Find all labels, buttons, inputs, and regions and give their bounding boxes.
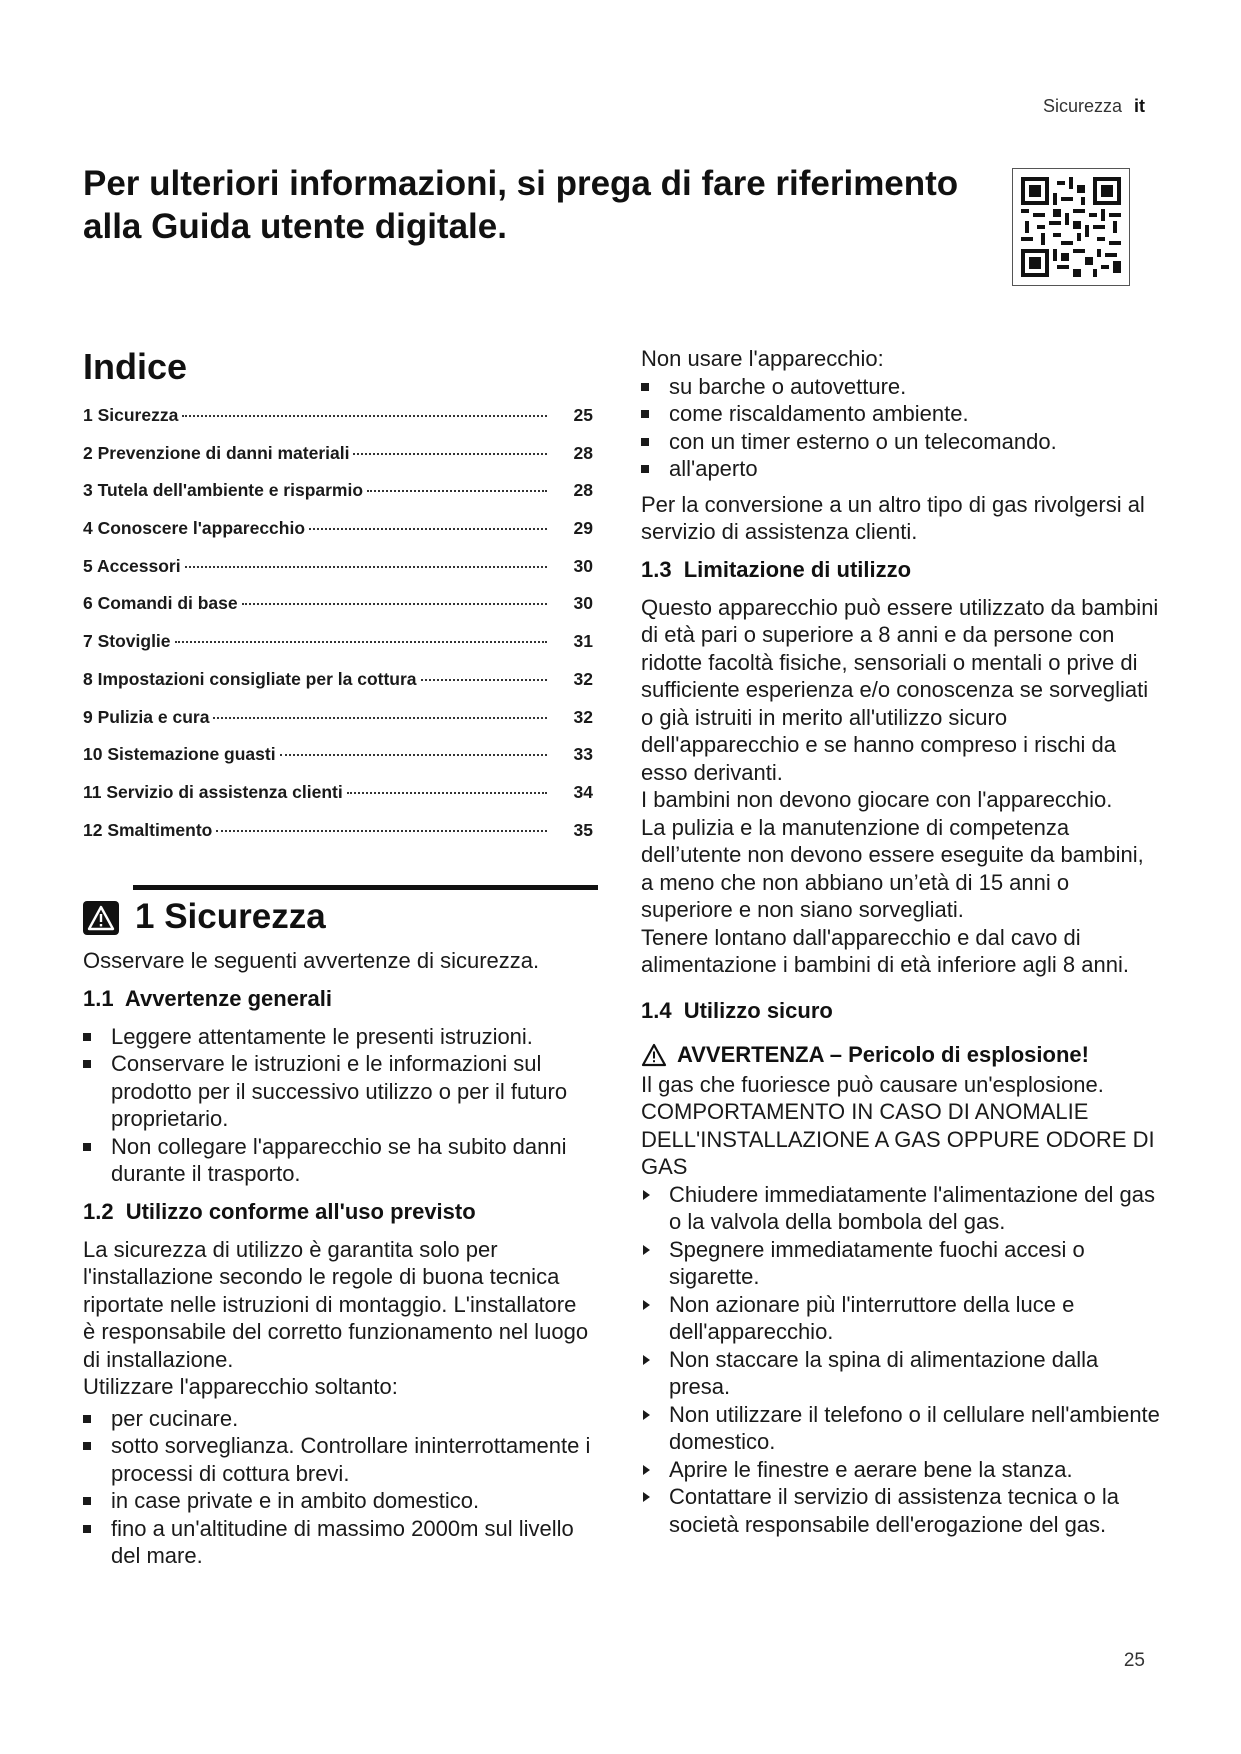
paragraph: Il gas che fuoriesce può causare un'esplosione. COMPORTAMENTO IN CASO DI ANOMALIE DELL'INSTALLAZIONE A GAS OPPURE ODORE DI GAS xyxy=(641,1071,1155,1179)
subsection-title: Avvertenze generali xyxy=(124,985,332,1011)
toc-leader xyxy=(353,453,547,455)
list-item: fino a un'altitudine di massimo 2000m sul livello del mare. xyxy=(83,1515,593,1570)
subsection-title: Limitazione di utilizzo xyxy=(683,556,912,582)
toc-item-title: 10 Sistemazione guasti xyxy=(83,744,276,765)
paragraph: La pulizia e la manutenzione di competenza dell’utente non devono essere eseguite da bambini, a meno che non abbiano un’età di 15 anni o superiore e non siano sorvegliati. xyxy=(641,814,1144,922)
list-item: sotto sorveglianza. Controllare ininterrottamente i processi di cottura brevi. xyxy=(83,1432,593,1487)
toc-item[interactable] xyxy=(83,707,593,745)
toc-leader xyxy=(175,641,547,643)
toc-item-page: 30 xyxy=(573,555,593,576)
subsection-title: Utilizzo conforme all'uso previsto xyxy=(125,1198,476,1224)
subsection-number: 1.2 xyxy=(83,1198,114,1224)
toc-item-title: 2 Prevenzione di danni materiali xyxy=(83,442,350,463)
toc-item[interactable] xyxy=(83,518,593,556)
toc-item-page: 33 xyxy=(573,744,593,765)
left-column xyxy=(83,345,593,1578)
warning-triangle-icon xyxy=(641,1043,667,1067)
toc-leader xyxy=(309,528,547,530)
warning-triangle-icon xyxy=(83,901,119,935)
prohibited-use-list xyxy=(641,373,1161,483)
toc-item-title: 6 Comandi di base xyxy=(83,593,238,614)
toc-item[interactable] xyxy=(83,744,593,782)
toc-item[interactable] xyxy=(83,593,593,631)
toc-leader xyxy=(347,792,547,794)
toc-leader xyxy=(216,830,547,832)
action-item: Contattare il servizio di assistenza tecnica o la società responsabile dell'erogazione del gas. xyxy=(641,1483,1161,1538)
toc-item-page: 34 xyxy=(573,781,593,802)
toc-item[interactable] xyxy=(83,669,593,707)
list-item: per cucinare. xyxy=(83,1405,593,1433)
list-item: Non collegare l'apparecchio se ha subito danni durante il trasporto. xyxy=(83,1133,593,1188)
qr-code-icon xyxy=(1021,177,1121,277)
toc-item-title: 8 Impostazioni consigliate per la cottura xyxy=(83,668,417,689)
action-item: Spegnere immediatamente fuochi accesi o sigarette. xyxy=(641,1236,1161,1291)
intro-line-1: Per ulteriori informazioni, si prega di fare riferimento xyxy=(83,164,959,203)
intro-heading xyxy=(83,162,983,248)
toc-item[interactable] xyxy=(83,782,593,820)
toc-item[interactable] xyxy=(83,820,593,858)
paragraph: Non usare l'apparecchio: xyxy=(641,346,884,371)
table-of-contents xyxy=(83,405,593,857)
toc-item-page: 31 xyxy=(573,631,593,652)
toc-item[interactable] xyxy=(83,443,593,481)
list-item: su barche o autovetture. xyxy=(641,373,1161,401)
action-item: Non utilizzare il telefono o il cellulare nell'ambiente domestico. xyxy=(641,1401,1161,1456)
running-header xyxy=(1043,96,1145,117)
toc-item-title: 3 Tutela dell'ambiente e risparmio xyxy=(83,480,364,501)
section-rule xyxy=(133,885,598,890)
paragraph: La sicurezza di utilizzo è garantita solo per l'installazione secondo le regole di buona tecnica riportate nelle istruzioni di montaggio. L'installatore è responsabile del corretto funzionamento nel luogo di installazione. xyxy=(83,1236,589,1372)
toc-item[interactable] xyxy=(83,631,593,669)
toc-item-title: 7 Stoviglie xyxy=(83,631,171,652)
intended-use-list xyxy=(83,1405,593,1570)
toc-item-page: 32 xyxy=(573,668,593,689)
toc-leader xyxy=(213,717,547,719)
list-item: Conservare le istruzioni e le informazioni sul prodotto per il successivo utilizzo o per il futuro proprietario. xyxy=(83,1050,593,1133)
toc-item-page: 30 xyxy=(573,593,593,614)
paragraph: Utilizzare l'apparecchio soltanto: xyxy=(83,1374,398,1400)
list-item: con un timer esterno o un telecomando. xyxy=(641,428,1161,456)
toc-item-page: 35 xyxy=(573,819,593,840)
intro-line-2: alla Guida utente digitale. xyxy=(83,207,507,246)
general-warnings-list xyxy=(83,1023,593,1188)
toc-item-title: 11 Servizio di assistenza clienti xyxy=(83,781,343,802)
paragraph: Questo apparecchio può essere utilizzato da bambini di età pari o superiore a 8 anni e da persone con ridotte facoltà fisiche, sensoriali o mentali o prive di sufficiente esperienza e/o conoscenza se sorvegliati o già istruiti in merito all'utilizzo sicuro dell'apparecchio e se hanno compreso i rischi da esso derivanti. xyxy=(641,594,1159,785)
toc-item-title: 12 Smaltimento xyxy=(83,819,213,840)
toc-item-page: 28 xyxy=(573,480,593,501)
toc-item-page: 29 xyxy=(573,518,593,539)
toc-item-page: 28 xyxy=(573,442,593,463)
page-number: 25 xyxy=(1123,1650,1145,1671)
section-intro: Osservare le seguenti avvertenze di sicurezza. xyxy=(83,948,540,974)
action-item: Non azionare più l'interruttore della luce e dell'apparecchio. xyxy=(641,1291,1161,1346)
subsection-number: 1.3 xyxy=(641,556,672,582)
paragraph: I bambini non devono giocare con l'apparecchio. xyxy=(641,787,1113,812)
toc-item-title: 1 Sicurezza xyxy=(83,405,179,425)
qr-code[interactable] xyxy=(1012,168,1130,286)
warning-text: AVVERTENZA – Pericolo di esplosione! xyxy=(677,1041,1089,1067)
header-language: it xyxy=(1134,96,1145,116)
section-title: 1 Sicurezza xyxy=(135,897,326,937)
subsection-heading xyxy=(641,556,1161,584)
toc-item[interactable] xyxy=(83,556,593,594)
toc-item-page: 32 xyxy=(573,706,593,727)
toc-leader xyxy=(242,603,547,605)
action-item: Non staccare la spina di alimentazione dalla presa. xyxy=(641,1346,1161,1401)
subsection-heading xyxy=(83,985,593,1013)
right-column xyxy=(641,345,1161,1538)
toc-item-title: 4 Conoscere l'apparecchio xyxy=(83,518,306,539)
list-item: all'aperto xyxy=(641,455,1161,483)
toc-leader xyxy=(367,490,547,492)
warning-heading xyxy=(641,1041,1161,1069)
subsection-number: 1.1 xyxy=(83,985,114,1011)
toc-leader xyxy=(421,679,547,681)
toc-title: Indice xyxy=(83,346,188,387)
list-item: come riscaldamento ambiente. xyxy=(641,400,1161,428)
action-item: Aprire le finestre e aerare bene la stanza. xyxy=(641,1456,1161,1484)
header-section: Sicurezza xyxy=(1042,96,1122,116)
subsection-number: 1.4 xyxy=(641,997,672,1023)
toc-leader xyxy=(280,754,547,756)
toc-item-title: 9 Pulizia e cura xyxy=(83,706,210,727)
toc-item-title: 5 Accessori xyxy=(83,555,181,576)
subsection-title: Utilizzo sicuro xyxy=(683,997,833,1023)
subsection-heading xyxy=(641,997,1161,1025)
list-item: in case private e in ambito domestico. xyxy=(83,1487,593,1515)
toc-item[interactable] xyxy=(83,480,593,518)
action-item: Chiudere immediatamente l'alimentazione del gas o la valvola della bombola del gas. xyxy=(641,1181,1161,1236)
toc-leader xyxy=(185,566,547,568)
toc-item-page: 25 xyxy=(573,405,593,425)
subsection-heading xyxy=(83,1198,593,1226)
paragraph: Per la conversione a un altro tipo di gas rivolgersi al servizio di assistenza clienti. xyxy=(641,491,1145,544)
toc-item[interactable] xyxy=(83,405,593,443)
paragraph: Tenere lontano dall'apparecchio e dal cavo di alimentazione i bambini di età inferiore agli 8 anni. xyxy=(641,924,1129,977)
list-item: Leggere attentamente le presenti istruzioni. xyxy=(83,1023,593,1051)
section-heading xyxy=(83,885,593,943)
toc-leader xyxy=(182,415,547,417)
gas-actions-list xyxy=(641,1181,1161,1539)
